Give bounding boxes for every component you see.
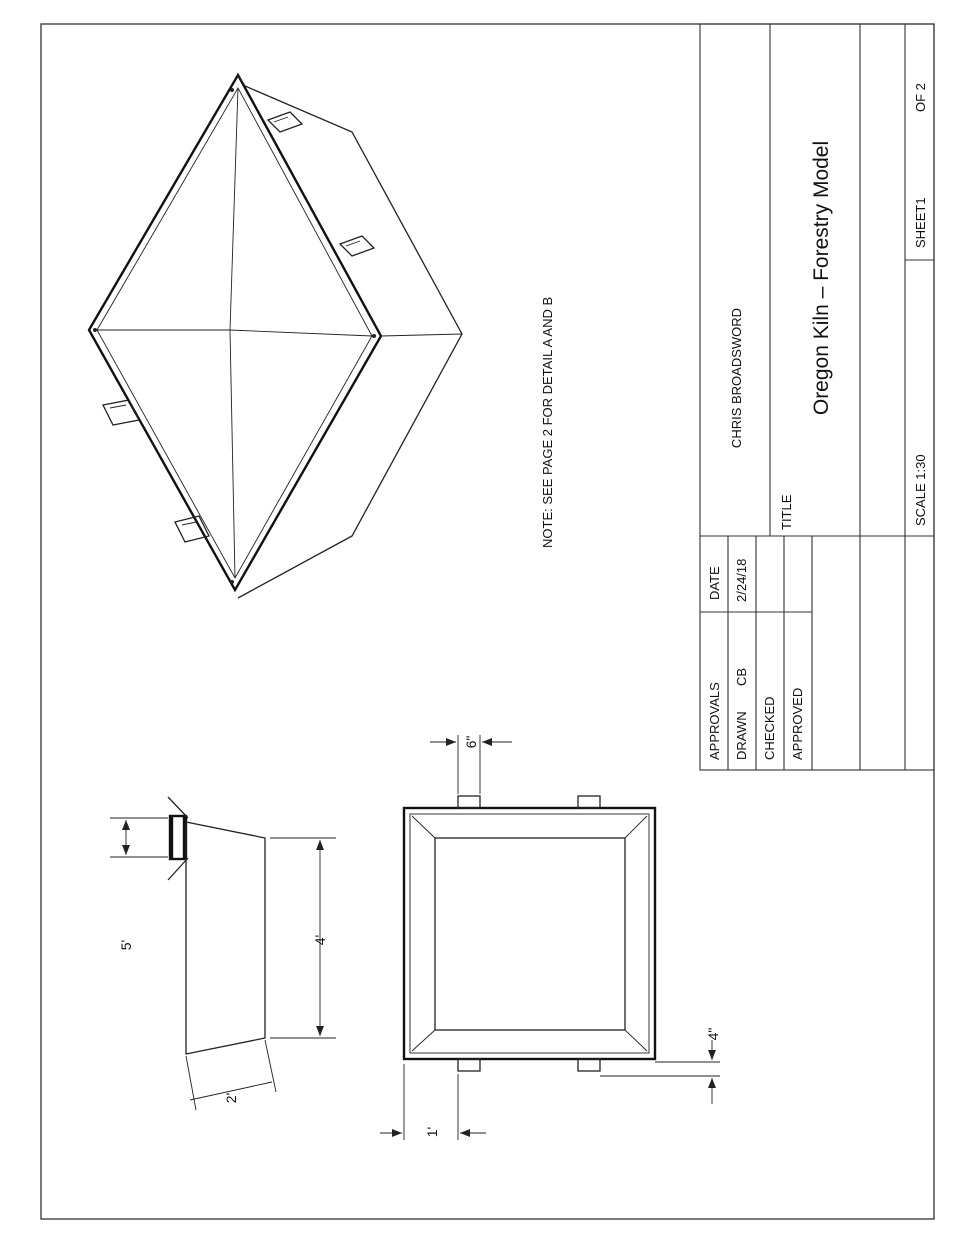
side-body xyxy=(186,822,265,1054)
plan-bottom xyxy=(435,838,625,1030)
title-label: TITLE xyxy=(779,494,794,530)
iso-handle xyxy=(268,112,302,132)
plan-rim-outer xyxy=(404,808,655,1059)
plan-handle xyxy=(458,1059,480,1071)
iso-handle xyxy=(103,400,139,425)
sheet-label: SHEET1 xyxy=(913,197,928,248)
date-header: DATE xyxy=(707,566,722,600)
drawn-label: DRAWN xyxy=(734,711,749,760)
iso-corner-bolt xyxy=(230,88,234,92)
drawing-title: Oregon Kiln – Forestry Model xyxy=(810,140,833,416)
plan-corner-line xyxy=(412,1030,435,1051)
dim-5ft-label: 5' xyxy=(118,939,134,951)
sheet-border xyxy=(41,24,934,1219)
scale-label: SCALE 1:30 xyxy=(913,454,928,526)
sheet-of-label: OF 2 xyxy=(913,83,928,112)
iso-wall-seam xyxy=(381,334,462,336)
drawing-note: NOTE: SEE PAGE 2 FOR DETAIL A AND B xyxy=(540,296,555,548)
iso-handle xyxy=(340,236,374,256)
isometric-view xyxy=(89,75,462,598)
dim-6in-label: 6" xyxy=(463,735,479,749)
plan-handle xyxy=(578,1059,600,1071)
title-block xyxy=(700,24,934,770)
dim-1ft-label: 1' xyxy=(424,1126,440,1138)
checked-label: CHECKED xyxy=(762,696,777,760)
side-view xyxy=(110,797,336,1110)
dim-4in-label: 4" xyxy=(705,1027,721,1041)
iso-outer-wall xyxy=(238,75,462,598)
iso-inner-edge-2 xyxy=(230,88,238,578)
plan-view xyxy=(380,735,721,1140)
dim-2ft-label: 2' xyxy=(223,1092,239,1104)
drawn-initials: CB xyxy=(734,667,749,686)
approved-label: APPROVED xyxy=(790,687,805,760)
iso-corner-bolt xyxy=(230,580,234,584)
iso-rim-outer xyxy=(89,75,381,590)
approvals-header: APPROVALS xyxy=(707,682,722,760)
plan-rim-inner xyxy=(410,814,649,1053)
plan-handle xyxy=(578,796,600,808)
dimension-arrows xyxy=(122,735,716,1137)
author-name: CHRIS BROADSWORD xyxy=(729,307,744,449)
iso-corner-bolt xyxy=(372,334,376,338)
dim-ext xyxy=(265,1040,276,1092)
plan-corner-line xyxy=(625,1030,647,1051)
iso-handle xyxy=(175,516,209,542)
iso-rim-inner xyxy=(97,88,372,578)
plan-handle xyxy=(458,796,480,808)
drawn-date: 2/24/18 xyxy=(734,558,749,602)
plan-corner-line xyxy=(412,816,435,838)
dim-ext xyxy=(186,1056,196,1110)
side-bracket xyxy=(168,858,188,880)
dim-4ft-label: 4' xyxy=(312,934,328,946)
plan-corner-line xyxy=(625,816,647,838)
iso-inner-edge-1 xyxy=(97,330,372,336)
iso-corner-bolt xyxy=(93,328,97,332)
